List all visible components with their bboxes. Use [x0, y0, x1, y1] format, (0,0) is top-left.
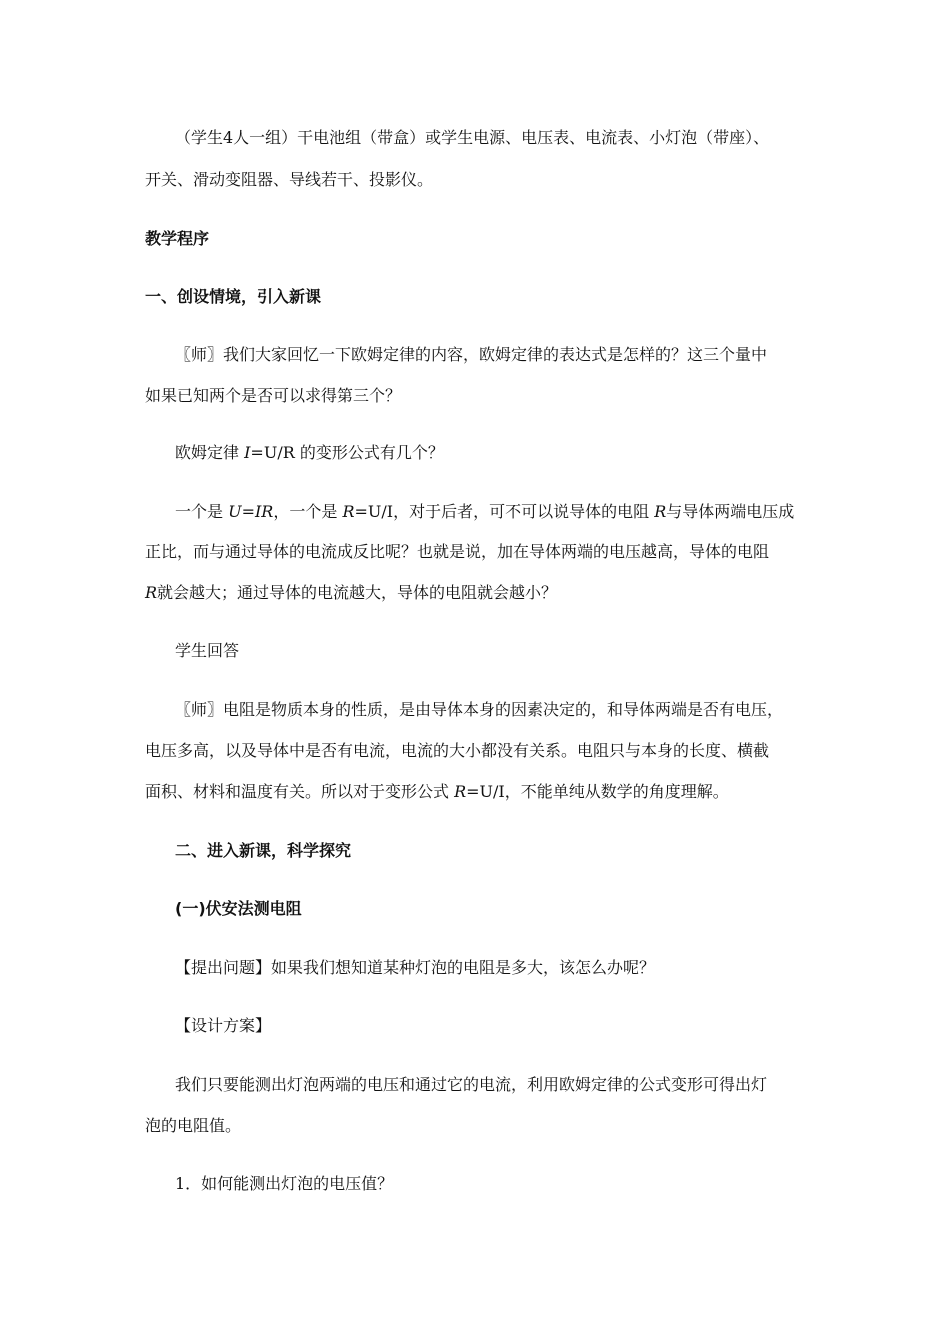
section2-item1: 1．如何能测出灯泡的电压值？ — [175, 1174, 394, 1193]
section1-p4: 学生回答 — [175, 641, 240, 660]
text-run: 一个是 — [175, 502, 229, 521]
section2-p1-line2: 泡的电阻值。 — [145, 1116, 242, 1135]
section2-question: 【提出问题】如果我们想知道某种灯泡的电阻是多大，该怎么办呢？ — [175, 958, 656, 977]
symbol-r: R — [454, 782, 467, 801]
equipment-line-1: （学生4人一组）干电池组（带盒）或学生电源、电压表、电流表、小灯泡（带座）、 — [175, 128, 770, 147]
section2-title: 二、进入新课，科学探究 — [175, 841, 352, 860]
equipment-line-2: 开关、滑动变阻器、导线若干、投影仪。 — [145, 170, 434, 189]
section1-p3-line3 — [145, 583, 557, 603]
section2-p1-line1: 我们只要能测出灯泡两端的电压和通过它的电流，利用欧姆定律的公式变形可得出灯 — [175, 1075, 768, 1094]
section1-p1-line1: 〖师〗我们大家回忆一下欧姆定律的内容，欧姆定律的表达式是怎样的？这三个量中 — [175, 345, 768, 364]
symbol-u: U — [228, 502, 242, 521]
text-run: 就会越大；通过导体的电流越大，导体的电阻就会越小？ — [157, 583, 558, 602]
text-run: 欧姆定律 — [175, 443, 245, 462]
symbol-r: R — [145, 583, 158, 602]
symbol-ir: IR — [254, 502, 274, 521]
text-run: =U/R 的变形公式有几个？ — [250, 443, 444, 462]
heading-teaching-program: 教学程序 — [145, 229, 210, 248]
text-run: 与导体两端电压成 — [666, 502, 795, 521]
section1-title: 一、创设情境，引入新课 — [145, 287, 322, 306]
section1-p5-line2: 电压多高，以及导体中是否有电流，电流的大小都没有关系。电阻只与本身的长度、横截 — [145, 741, 770, 760]
text-run: 面积、材料和温度有关。所以对于变形公式 — [145, 782, 455, 801]
text-run: ，一个是 — [273, 502, 343, 521]
text-run: = — [241, 502, 255, 521]
section1-p3-line2: 正比，而与通过导体的电流成反比呢？也就是说，加在导体两端的电压越高，导体的电阻 — [145, 542, 770, 561]
text-run: =U/I，不能单纯从数学的角度理解。 — [466, 782, 729, 801]
section2-design: 【设计方案】 — [175, 1016, 272, 1035]
section1-p2 — [175, 443, 444, 463]
symbol-r: R — [342, 502, 355, 521]
symbol-r: R — [654, 502, 667, 521]
section1-p3-line1 — [175, 502, 794, 522]
section2-subtitle: (一)伏安法测电阻 — [175, 899, 302, 918]
section1-p5-line1: 〖师〗电阻是物质本身的性质，是由导体本身的因素决定的，和导体两端是否有电压， — [175, 700, 784, 719]
symbol-i: I — [244, 443, 251, 462]
text-run: =U/I，对于后者，可不可以说导体的电阻 — [354, 502, 655, 521]
section1-p1-line2: 如果已知两个是否可以求得第三个？ — [145, 386, 402, 405]
section1-p5-line3 — [145, 782, 729, 802]
